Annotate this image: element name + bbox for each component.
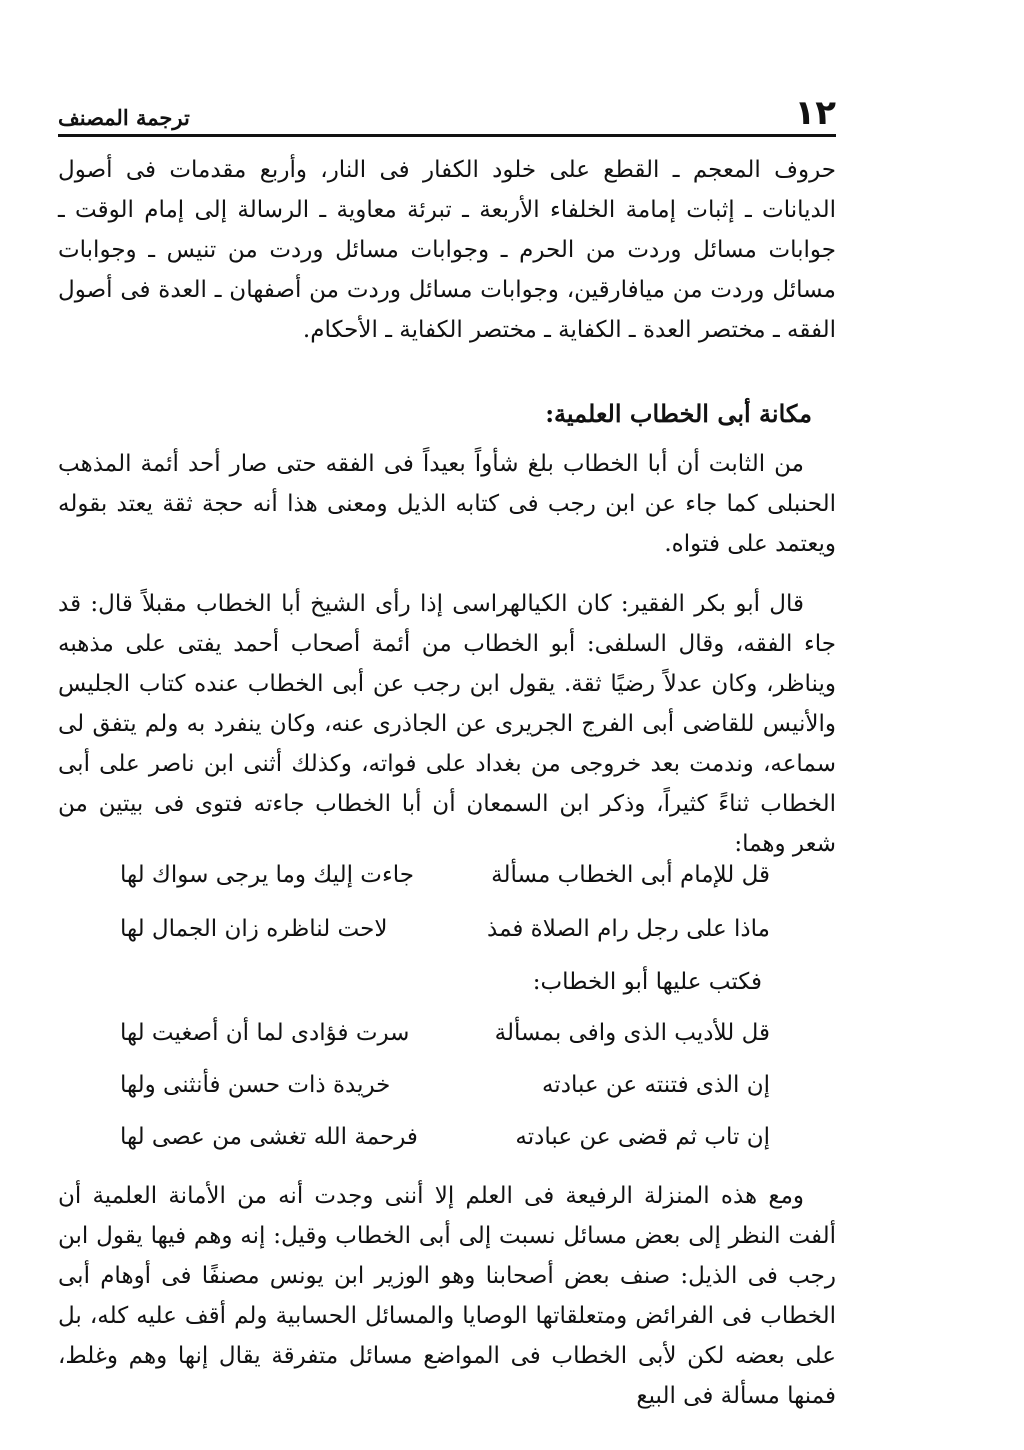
verse-second-hemistich: جاءت إليك وما يرجى سواك لها: [120, 862, 415, 888]
verse-row: [120, 1064, 770, 1106]
errors-paragraph: ومع هذه المنزلة الرفيعة فى العلم إلا أننى وجدت أنه من الأمانة العلمية أن ألفت النظر إلى بعض مسائل نسبت إلى أبى الخطاب وقيل: إنه وهم فيها يقول ابن رجب فى الذيل: صنف بعض أصحابنا وهو الوزير ابن يونس مصنفًا فى أوهام أبى الخطاب فى الفرائض ومتعلقاتها الوصايا والمسائل الحسابية ولم أقف عليه كله، بل على بعضه لكن لأبى الخطاب فى المواضع مسائل متفرقة يقال إنها وهم وغلط، فمنها مسألة فى البيع: [58, 1183, 836, 1409]
verse-row: [120, 854, 770, 896]
verse-second-hemistich: لاحت لناظره زان الجمال لها: [120, 916, 388, 942]
verse-row: [120, 908, 770, 950]
verse-row: [120, 1116, 770, 1158]
verse-first-hemistich: إن تاب ثم قضى عن عبادته: [515, 1124, 770, 1150]
works-list-paragraph: حروف المعجم ـ القطع على خلود الكفار فى النار، وأربع مقدمات فى أصول الديانات ـ إثبات إمامة الخلفاء الأربعة ـ تبرئة معاوية ـ الرسالة إلى إمام الوقت ـ جوابات مسائل وردت من الحرم ـ وجوابات مسائل وردت من تنيس ـ وجوابات مسائل وردت من ميافارقين، وجوابات مسائل وردت من أصفهان ـ العدة فى أصول الفقه ـ مختصر العدة ـ الكفاية ـ مختصر الكفاية ـ الأحكام.: [58, 157, 836, 343]
verse-second-hemistich: سرت فؤادى لما أن أصغيت لها: [120, 1020, 410, 1046]
verse-second-hemistich: فرحمة الله تغشى من عصى لها: [120, 1124, 418, 1150]
section-heading: مكانة أبى الخطاب العلمية:: [545, 399, 812, 428]
verse-row: [120, 1012, 770, 1054]
page-header: [58, 93, 836, 133]
running-title: ترجمة المصنف: [58, 105, 190, 130]
verse-first-hemistich: ماذا على رجل رام الصلاة فمذ: [487, 916, 770, 942]
verse-second-hemistich: خريدة ذات حسن فأنثنى ولها: [120, 1072, 391, 1098]
quotes-paragraph: قال أبو بكر الفقير: كان الكيالهراسى إذا رأى الشيخ أبا الخطاب مقبلاً قال: قد جاء الفقه، وقال السلفى: أبو الخطاب من أئمة أصحاب أحمد يفتى على مذهبه ويناظر، وكان عدلاً رضيًا ثقة. يقول ابن رجب عن أبى الخطاب عنده كتاب الجليس والأنيس للقاضى أبى الفرج الجريرى عن الجاذرى عنه، وكان ينفرد به ولم يتفق لى سماعه، وندمت بعد خروجى من بغداد على فواته، وكذلك أثنى ابن ناصر على أبى الخطاب ثناءً كثيراً، وذكر ابن السمعان أن أبا الخطاب جاءته فتوى فى بيتين من شعر وهما:: [58, 591, 836, 857]
header-rule: [58, 134, 836, 137]
page-number: ١٢: [794, 93, 836, 133]
standing-paragraph: من الثابت أن أبا الخطاب بلغ شأواً بعيداً فى الفقه حتى صار أحد أئمة المذهب الحنبلى كما جاء عن ابن رجب فى كتابه الذيل ومعنى هذا أنه حجة ثقة يعتد بقوله ويعتمد على فتواه.: [58, 451, 836, 557]
verse-first-hemistich: إن الذى فتنته عن عبادته: [541, 1072, 770, 1098]
reply-intro: فكتب عليها أبو الخطاب:: [532, 969, 762, 995]
verse-first-hemistich: قل للإمام أبى الخطاب مسألة: [491, 862, 770, 888]
verse-first-hemistich: قل للأديب الذى وافى بمسألة: [494, 1020, 770, 1046]
